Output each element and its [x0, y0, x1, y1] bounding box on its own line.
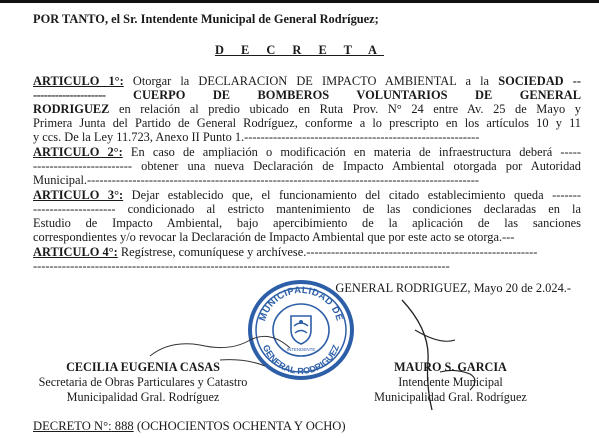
- signer-left-org: Municipalidad Gral. Rodríguez: [66, 390, 220, 404]
- signer-left: [28, 360, 258, 405]
- art2-line3: Municipal.-----------------------------------------------------------------------------------------------: [33, 173, 480, 187]
- signer-right-role: Intendente Municipal: [398, 375, 503, 389]
- art1-text-1a: Otorgar la DECLARACION DE IMPACTO AMBIENTAL a la: [132, 74, 499, 88]
- signer-left-role: Secretaria de Obras Particulares y Catastro: [38, 375, 248, 389]
- decreta-title: D E C R E T A: [214, 43, 385, 57]
- art1-text-3a: RODRIGUEZ: [33, 102, 110, 116]
- seal-small-text: INTENDENTE: [286, 347, 316, 352]
- decree-words: (OCHOCIENTOS OCHENTA Y OCHO): [133, 419, 346, 433]
- art3-line1: [33, 188, 581, 202]
- municipal-seal: [247, 278, 355, 380]
- seal-emblem-icon: [291, 316, 311, 344]
- art3-line3: Estudio de Impacto Ambiental, bajo apercibimiento de la aplicación de las sanciones: [33, 216, 581, 230]
- art1-text-1b: SOCIEDAD --: [498, 74, 581, 88]
- art1-line4: Primera Junta del Partido de General Rodríguez, conforme a lo prescripto en los artículos 10 y 11: [33, 116, 581, 130]
- art4-text-1: Regístrese, comuníquese y archívese.--------------------------------------------------------: [117, 245, 538, 259]
- art4-line2: -----------------------------------------------------------------------------------------------------: [33, 259, 450, 273]
- decree-label: DECRETO N°:: [33, 419, 112, 433]
- art3-text-1: Dejar establecido que, el funcionamiento del citado establecimiento queda -------: [123, 188, 581, 202]
- scan-top-edge: [0, 0, 599, 3]
- date-line: GENERAL RODRIGUEZ, Mayo 20 de 2.024.-: [335, 281, 571, 295]
- art3-line4: correspondientes y/o revocar la Declaración de Impacto Ambiental que por este acto se otorga.---: [33, 230, 515, 244]
- art4-line1: [33, 245, 581, 259]
- signer-left-name: CECILIA EUGENIA CASAS: [66, 360, 220, 374]
- signer-right-name: MAURO S. GARCIA: [394, 360, 507, 374]
- decree-number: 888: [111, 419, 134, 433]
- art3-heading: ARTICULO 3°:: [33, 188, 124, 202]
- art1-text-2b: CUERPO DE BOMBEROS VOLUNTARIOS DE GENERAL: [133, 88, 581, 102]
- art3-line2: -------------------- condicionado al estricto mantenimiento de las condiciones declaradas en la: [33, 202, 581, 216]
- art1-heading: ARTICULO 1°:: [33, 74, 124, 88]
- art1-text-2a: --------------------: [33, 88, 106, 102]
- art1-line3: [33, 102, 581, 116]
- art1-line2: [33, 88, 581, 102]
- art2-text-1: En caso de ampliación o modificación en materia de infraestructura deberá -----: [122, 145, 581, 159]
- seal-top-text: MUNICIPALIDAD DE: [257, 284, 345, 323]
- art2-line2: ------------------------ obtener una nueva Declaración de Impacto Ambiental otorgada por Autoridad: [33, 159, 581, 173]
- art4-heading: ARTICULO 4°:: [33, 245, 118, 259]
- signer-right-org: Municipalidad Gral. Rodríguez: [374, 390, 527, 404]
- signer-right: [343, 360, 558, 405]
- art1-line5: y ccs. De la Ley 11.723, Anexo II Punto 1.---------------------------------------------------------: [33, 130, 480, 144]
- art2-line1: [33, 145, 581, 159]
- seal-bottom-text: GENERAL RODRIGUEZ: [260, 343, 342, 377]
- header-por-tanto: POR TANTO, el Sr. Intendente Municipal de General Rodríguez;: [33, 12, 379, 26]
- art1-text-3b: en relación al predio ubicado en Ruta Prov. N° 24 entre Av. 25 de Mayo y: [109, 102, 581, 116]
- art1-line1: [33, 74, 581, 88]
- decree-number-line: [33, 419, 346, 433]
- art2-heading: ARTICULO 2°:: [33, 145, 123, 159]
